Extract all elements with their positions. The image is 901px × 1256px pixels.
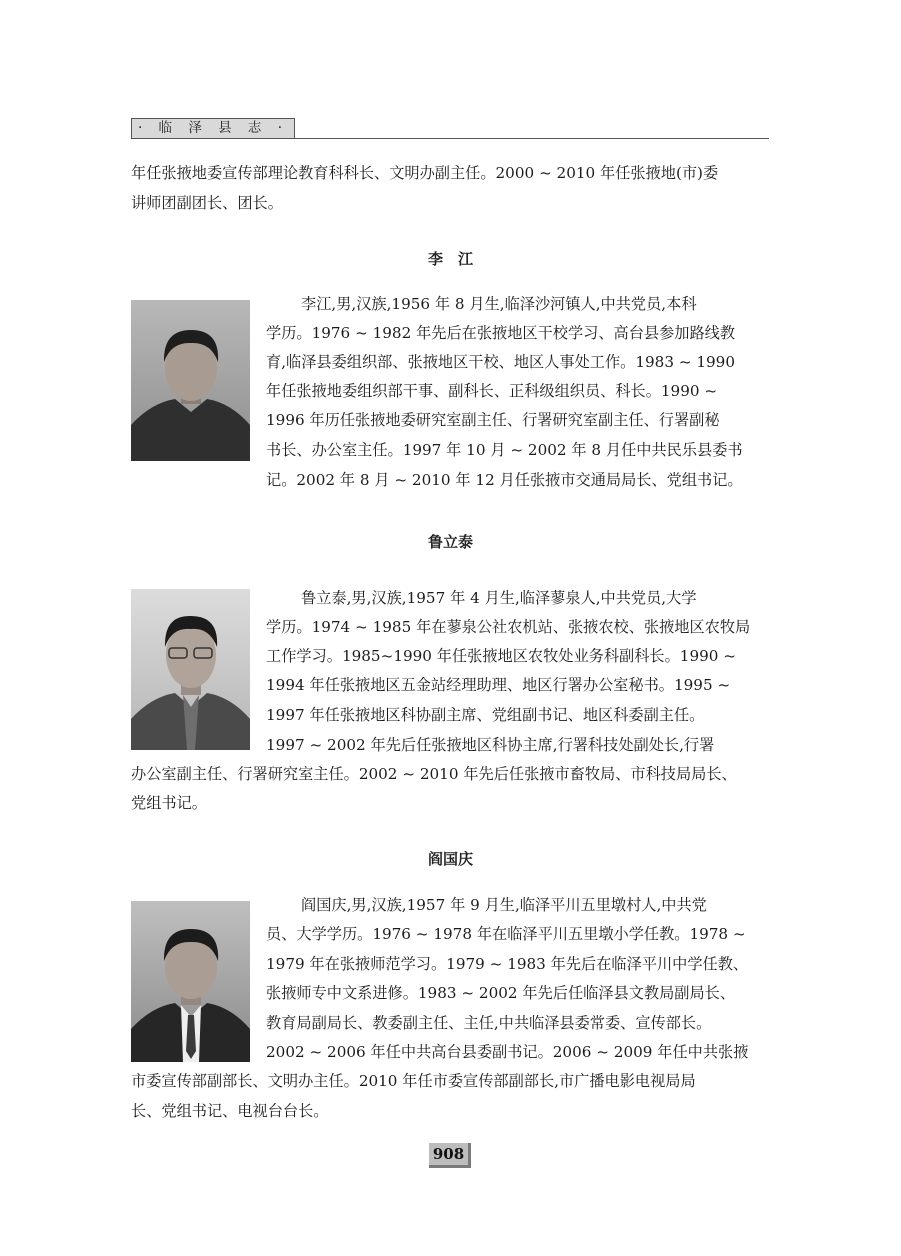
entry-text-line: 李江,男,汉族,1956 年 8 月生,临泽沙河镇人,中共党员,本科 bbox=[301, 295, 697, 313]
entry-text-line: 办公室副主任、行署研究室主任。2002 ~ 2010 年先后任张掖市畜牧局、市科技局局长、 bbox=[131, 765, 737, 783]
portrait-image bbox=[131, 300, 250, 461]
entry-text-line: 阎国庆,男,汉族,1957 年 9 月生,临泽平川五里墩村人,中共党 bbox=[301, 896, 707, 914]
entry-text-line: 市委宣传部副部长、文明办主任。2010 年任市委宣传部副部长,市广播电影电视局局 bbox=[131, 1072, 696, 1090]
page-number: 908 bbox=[429, 1143, 471, 1168]
entry-text-line: 1994 年任张掖地区五金站经理助理、地区行署办公室秘书。1995 ~ bbox=[266, 676, 731, 694]
entry-text-line: 2002 ~ 2006 年任中共高台县委副书记。2006 ~ 2009 年任中共张掖 bbox=[266, 1043, 749, 1061]
portrait-photo bbox=[131, 901, 250, 1062]
portrait-image bbox=[131, 901, 250, 1062]
intro-line: 年任张掖地委宣传部理论教育科科长、文明办副主任。2000 ~ 2010 年任张掖地(市)委 bbox=[131, 164, 719, 182]
entry-text-line: 书长、办公室主任。1997 年 10 月 ~ 2002 年 8 月任中共民乐县委书 bbox=[266, 441, 743, 459]
entry-text-line: 1996 年历任张掖地委研究室副主任、行署研究室副主任、行署副秘 bbox=[266, 411, 720, 429]
header-rule bbox=[131, 138, 769, 139]
entry-text-line: 学历。1974 ~ 1985 年在蓼泉公社农机站、张掖农校、张掖地区农牧局 bbox=[266, 618, 751, 636]
entry-name: 李 江 bbox=[427, 250, 473, 268]
entry-text-line: 育,临泽县委组织部、张掖地区干校、地区人事处工作。1983 ~ 1990 bbox=[266, 353, 736, 371]
entry-text-line: 教育局副局长、教委副主任、主任,中共临泽县委常委、宣传部长。 bbox=[266, 1014, 712, 1032]
portrait-image bbox=[131, 589, 250, 750]
portrait-photo bbox=[131, 589, 250, 750]
entry-text-line: 鲁立泰,男,汉族,1957 年 4 月生,临泽蓼泉人,中共党员,大学 bbox=[301, 589, 697, 607]
entry-text-line: 员、大学学历。1976 ~ 1978 年在临泽平川五里墩小学任教。1978 ~ bbox=[266, 925, 746, 943]
entry-name: 鲁立泰 bbox=[427, 533, 473, 551]
entry-text-line: 1979 年在张掖师范学习。1979 ~ 1983 年先后在临泽平川中学任教、 bbox=[266, 955, 749, 973]
entry-text-line: 工作学习。1985~1990 年任张掖地区农牧处业务科副科长。1990 ~ bbox=[266, 647, 736, 665]
entry-text-line: 1997 年任张掖地区科协副主席、党组副书记、地区科委副主任。 bbox=[266, 706, 705, 724]
entry-text-line: 记。2002 年 8 月 ~ 2010 年 12 月任张掖市交通局局长、党组书记。 bbox=[266, 471, 743, 489]
portrait-photo bbox=[131, 300, 250, 461]
intro-line: 讲师团副团长、团长。 bbox=[131, 194, 283, 212]
entry-text-line: 党组书记。 bbox=[131, 794, 207, 812]
entry-text-line: 学历。1976 ~ 1982 年先后在张掖地区干校学习、高台县参加路线教 bbox=[266, 324, 736, 342]
entry-text-line: 张掖师专中文系进修。1983 ~ 2002 年先后任临泽县文教局副局长、 bbox=[266, 984, 736, 1002]
entry-text-line: 年任张掖地委组织部干事、副科长、正科级组织员、科长。1990 ~ bbox=[266, 382, 718, 400]
entry-name: 阎国庆 bbox=[427, 850, 473, 868]
entry-text-line: 1997 ~ 2002 年先后任张掖地区科协主席,行署科技处副处长,行署 bbox=[266, 736, 715, 754]
running-header-book-title: · 临 泽 县 志 · bbox=[131, 118, 295, 138]
entry-text-line: 长、党组书记、电视台台长。 bbox=[131, 1102, 329, 1120]
